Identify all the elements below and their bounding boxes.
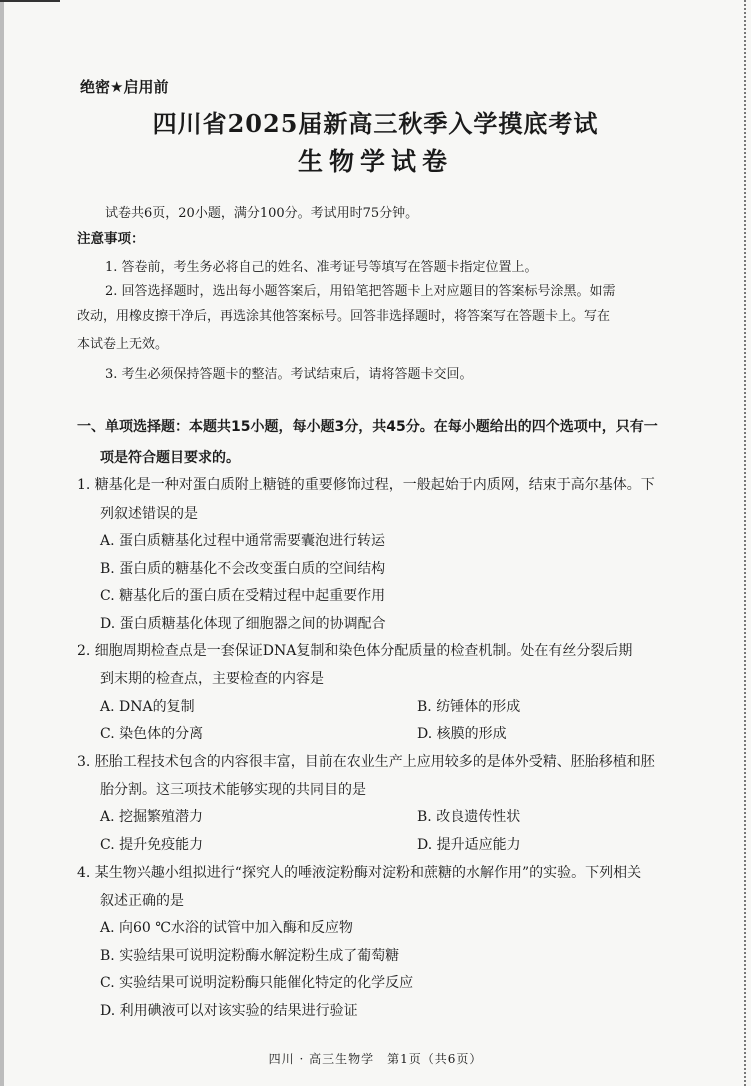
q2-option-b: B. 纺锤体的形成 [417, 699, 521, 715]
q4-option-b: B. 实验结果可说明淀粉酶水解淀粉生成了葡萄糖 [100, 948, 400, 964]
q4-option-c: C. 实验结果可说明淀粉酶只能催化特定的化学反应 [100, 975, 414, 991]
q3-option-b: B. 改良遗传性状 [417, 809, 521, 825]
scan-edge-top [0, 0, 60, 2]
notice-item-2-line-2: 改动，用橡皮擦干净后，再选涂其他答案标号。回答非选择题时，将答案写在答题卡上。写在 [77, 309, 611, 324]
q4-stem-line-1: 4. 某生物兴趣小组拟进行“探究人的唾液淀粉酶对淀粉和蔗糖的水解作用”的实验。下列相关 [77, 865, 642, 881]
q2-option-c: C. 染色体的分离 [100, 726, 204, 742]
exam-title: 四川省2025届新高三秋季入学摸底考试 [152, 109, 599, 138]
q1-option-d: D. 蛋白质糖基化体现了细胞器之间的协调配合 [100, 616, 386, 632]
page-footer: 四川 · 高三生物学 第1页（共6页） [268, 1052, 483, 1066]
q3-option-a: A. 挖掘繁殖潜力 [100, 809, 204, 825]
section-heading-line-2: 项是符合题目要求的。 [100, 450, 240, 466]
q2-option-d: D. 核膜的形成 [417, 726, 507, 742]
notice-heading: 注意事项： [77, 231, 145, 247]
q4-option-a: A. 向60 ℃水浴的试管中加入酶和反应物 [100, 920, 353, 936]
q1-option-a: A. 蛋白质糖基化过程中通常需要囊泡进行转运 [100, 533, 386, 549]
q2-option-a: A. DNA的复制 [100, 699, 195, 715]
q1-stem-line-1: 1. 糖基化是一种对蛋白质附上糖链的重要修饰过程，一般起始于内质网，结束于高尔基体。下 [77, 477, 655, 493]
q1-option-b: B. 蛋白质的糖基化不会改变蛋白质的空间结构 [100, 561, 386, 577]
exam-intro: 试卷共6页，20小题，满分100分。考试用时75分钟。 [105, 206, 419, 221]
q2-stem-line-1: 2. 细胞周期检查点是一套保证DNA复制和染色体分配质量的检查机制。处在有丝分裂后期 [77, 643, 633, 659]
q3-stem-line-1: 3. 胚胎工程技术包含的内容很丰富，目前在农业生产上应用较多的是体外受精、胚胎移植和胚 [77, 754, 655, 770]
notice-item-2-line-3: 本试卷上无效。 [77, 337, 169, 352]
notice-item-2-line-1: 2. 回答选择题时，选出每小题答案后，用铅笔把答题卡上对应题目的答案标号涂黑。如需 [105, 284, 616, 299]
q1-stem-line-2: 列叙述错误的是 [100, 506, 198, 522]
subject-title: 生物学试卷 [297, 147, 453, 176]
notice-item-1: 1. 答卷前，考生务必将自己的姓名、准考证号等填写在答题卡指定位置上。 [105, 260, 538, 275]
q3-option-c: C. 提升免疫能力 [100, 837, 204, 853]
q1-option-c: C. 糖基化后的蛋白质在受精过程中起重要作用 [100, 588, 386, 604]
notice-item-3: 3. 考生必须保持答题卡的整洁。考试结束后，请将答题卡交回。 [105, 367, 473, 382]
section-heading-line-1: 一、单项选择题：本题共15小题，每小题3分，共45分。在每小题给出的四个选项中，只有一 [77, 419, 658, 435]
q2-stem-line-2: 到末期的检查点，主要检查的内容是 [100, 671, 324, 687]
q3-option-d: D. 提升适应能力 [417, 837, 521, 853]
q4-stem-line-2: 叙述正确的是 [100, 893, 184, 909]
q4-option-d: D. 利用碘液可以对该实验的结果进行验证 [100, 1003, 358, 1019]
q3-stem-line-2: 胎分割。这三项技术能够实现的共同目的是 [100, 782, 366, 798]
secret-label: 绝密★启用前 [80, 78, 169, 96]
